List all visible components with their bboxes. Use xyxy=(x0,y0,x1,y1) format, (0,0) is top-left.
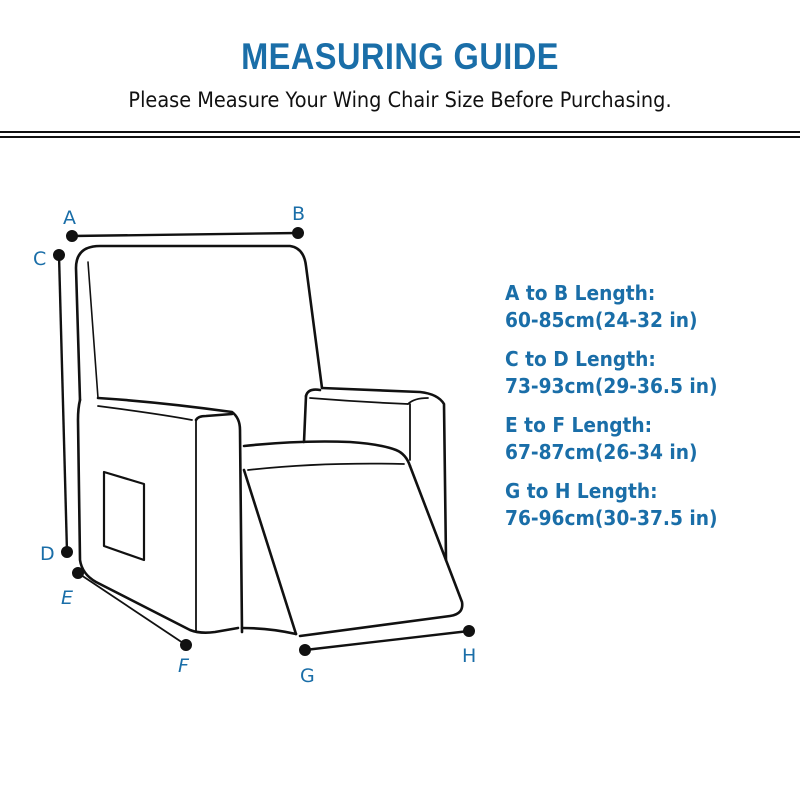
label-g: G xyxy=(300,665,315,687)
label-b: B xyxy=(292,203,306,225)
recliner-chair-icon xyxy=(76,246,462,636)
label-e: E xyxy=(61,587,74,609)
line-c-d xyxy=(59,255,67,552)
spec-a-to-b xyxy=(505,280,795,334)
measurement-specs xyxy=(505,280,795,544)
spec-title: E to F Length: xyxy=(505,413,653,437)
spec-title: A to B Length: xyxy=(505,281,656,305)
line-e-f xyxy=(78,573,186,645)
spec-value: 67-87cm(26-34 in) xyxy=(505,440,698,464)
spec-value: 73-93cm(29-36.5 in) xyxy=(505,374,718,398)
point-d-marker xyxy=(62,547,73,558)
spec-title: G to H Length: xyxy=(505,479,658,503)
point-a-marker xyxy=(67,231,78,242)
spec-c-to-d xyxy=(505,346,795,400)
point-h-marker xyxy=(464,626,475,637)
label-a: A xyxy=(63,207,76,229)
label-c: C xyxy=(33,248,47,270)
spec-g-to-h xyxy=(505,478,795,532)
page-subtitle: Please Measure Your Wing Chair Size Before Purchasing. xyxy=(128,88,672,112)
label-h: H xyxy=(462,645,477,667)
spec-title: C to D Length: xyxy=(505,347,656,371)
point-g-marker xyxy=(300,645,311,656)
line-a-b xyxy=(72,233,298,236)
spec-value: 76-96cm(30-37.5 in) xyxy=(505,506,718,530)
page-title: MEASURING GUIDE xyxy=(241,36,559,77)
point-e-marker xyxy=(73,568,84,579)
spec-e-to-f xyxy=(505,412,795,466)
spec-value: 60-85cm(24-32 in) xyxy=(505,308,698,332)
line-g-h xyxy=(305,631,469,650)
label-f: F xyxy=(178,655,189,677)
point-b-marker xyxy=(293,228,304,239)
point-c-marker xyxy=(54,250,65,261)
label-d: D xyxy=(40,543,55,565)
point-f-marker xyxy=(181,640,192,651)
